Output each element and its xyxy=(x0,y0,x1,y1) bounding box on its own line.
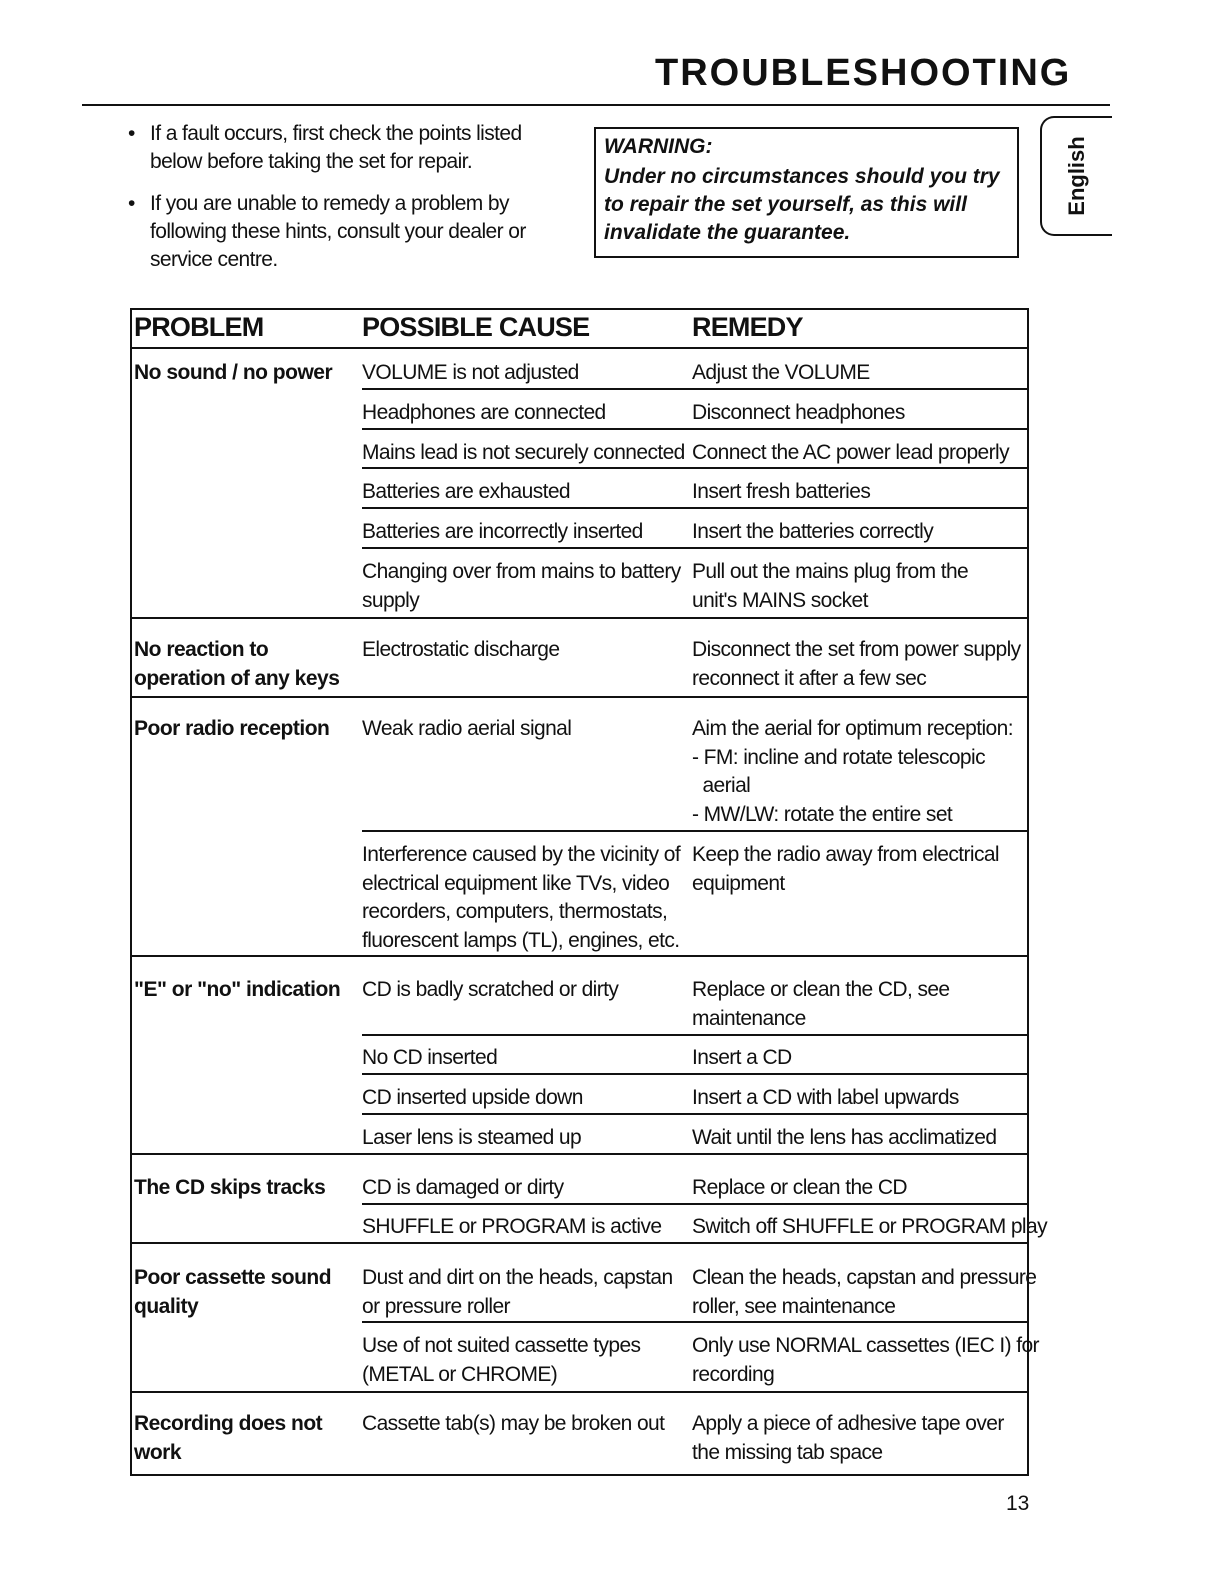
group-divider xyxy=(132,347,1027,349)
problem-cell-line: quality xyxy=(134,1294,199,1318)
cause-cell-line: No CD inserted xyxy=(362,1046,498,1069)
problem-cell xyxy=(134,1264,331,1321)
warning-box xyxy=(594,127,1019,258)
warning-text xyxy=(604,163,1009,247)
intro-bullet xyxy=(128,120,548,176)
problem-cell-line: Recording does not xyxy=(134,1412,323,1435)
row-divider xyxy=(362,1321,1027,1323)
remedy-cell xyxy=(692,399,905,428)
row-divider xyxy=(362,428,1027,430)
group-divider xyxy=(132,1391,1027,1393)
header-remedy: REMEDY xyxy=(692,312,803,342)
cause-cell-line: Dust and dirt on the heads, capstan xyxy=(362,1266,673,1289)
remedy-cell-line: maintenance xyxy=(692,1006,806,1030)
row-divider xyxy=(362,830,1027,832)
cause-cell-line: CD is damaged or dirty xyxy=(362,1176,564,1199)
page-number: 13 xyxy=(1006,1492,1030,1515)
remedy-cell-line: Insert the batteries correctly xyxy=(692,520,934,543)
remedy-cell xyxy=(692,841,999,898)
problem-cell-line: No reaction to xyxy=(134,638,269,661)
remedy-cell-line: - FM: incline and rotate telescopic xyxy=(692,745,985,769)
cause-cell xyxy=(362,399,606,428)
group-divider xyxy=(132,617,1027,619)
problem-cell-line: The CD skips tracks xyxy=(134,1176,326,1199)
remedy-cell xyxy=(692,715,1013,829)
remedy-cell-line: Disconnect headphones xyxy=(692,401,905,424)
remedy-cell-line: - MW/LW: rotate the entire set xyxy=(692,802,953,826)
cause-cell xyxy=(362,359,579,388)
remedy-cell-line: Switch off SHUFFLE or PROGRAM play xyxy=(692,1215,1047,1238)
problem-cell-line: Poor cassette sound xyxy=(134,1266,332,1289)
remedy-cell xyxy=(692,636,1021,693)
remedy-cell xyxy=(692,1174,907,1203)
remedy-cell xyxy=(692,1044,792,1073)
intro-line: following these hints, consult your dealer or xyxy=(150,220,526,243)
remedy-cell-line: Only use NORMAL cassettes (IEC I) for xyxy=(692,1334,1039,1357)
remedy-cell-line: Replace or clean the CD xyxy=(692,1176,907,1199)
problem-cell xyxy=(134,636,339,693)
header-problem: PROBLEM xyxy=(134,312,264,342)
header-cause: POSSIBLE CAUSE xyxy=(362,312,590,342)
remedy-cell xyxy=(692,558,968,615)
cause-cell-line: Laser lens is steamed up xyxy=(362,1126,582,1149)
row-divider xyxy=(362,388,1027,390)
row-divider xyxy=(362,507,1027,509)
troubleshooting-table xyxy=(130,308,1047,1476)
group-divider xyxy=(132,1242,1027,1244)
group-divider xyxy=(132,955,1027,957)
cause-cell xyxy=(362,1410,664,1439)
page-title: TROUBLESHOOTING xyxy=(655,52,1072,94)
cause-cell-line: recorders, computers, thermostats, xyxy=(362,900,668,923)
language-tab xyxy=(1040,116,1112,236)
cause-cell-line: Use of not suited cassette types xyxy=(362,1334,641,1357)
remedy-cell xyxy=(692,976,950,1033)
remedy-cell-line: the missing tab space xyxy=(692,1440,883,1464)
remedy-cell-line: unit's MAINS socket xyxy=(692,588,868,612)
remedy-cell-line: Apply a piece of adhesive tape over xyxy=(692,1412,1004,1435)
remedy-cell-line: Insert fresh batteries xyxy=(692,480,871,503)
cause-cell xyxy=(362,1332,640,1389)
cause-cell-line: Cassette tab(s) may be broken out xyxy=(362,1412,665,1435)
group-divider xyxy=(132,1153,1027,1155)
cause-cell-line: Batteries are exhausted xyxy=(362,480,571,503)
warning-line: to repair the set yourself, as this will xyxy=(604,193,967,216)
problem-cell-line: Poor radio reception xyxy=(134,717,330,740)
problem-cell-line: No sound / no power xyxy=(134,361,333,384)
cause-cell xyxy=(362,1264,673,1321)
remedy-cell-line: recording xyxy=(692,1362,775,1386)
remedy-cell-line: Clean the heads, capstan and pressure xyxy=(692,1266,1037,1289)
cause-cell-line: (METAL or CHROME) xyxy=(362,1362,558,1386)
cause-cell-line: SHUFFLE or PROGRAM is active xyxy=(362,1215,662,1238)
remedy-cell-line: Aim the aerial for optimum reception: xyxy=(692,717,1013,740)
remedy-cell-line: Pull out the mains plug from the xyxy=(692,560,969,583)
cause-cell xyxy=(362,518,643,547)
intro-notes xyxy=(128,120,548,288)
cause-cell-line: Mains lead is not securely connected xyxy=(362,441,685,464)
cause-cell xyxy=(362,1044,497,1073)
cause-cell xyxy=(362,636,559,665)
remedy-cell-line: Keep the radio away from electrical xyxy=(692,843,999,866)
cause-cell-line: fluorescent lamps (TL), engines, etc. xyxy=(362,928,680,952)
title-rule xyxy=(82,104,1110,106)
remedy-cell xyxy=(692,518,933,547)
row-divider xyxy=(362,1073,1027,1075)
problem-cell-line: work xyxy=(134,1440,182,1464)
remedy-cell xyxy=(692,1410,1004,1467)
cause-cell-line: Headphones are connected xyxy=(362,401,606,424)
remedy-cell-line: equipment xyxy=(692,871,785,895)
warning-title: WARNING: xyxy=(604,135,713,158)
intro-bullet xyxy=(128,190,548,274)
cause-cell xyxy=(362,1084,583,1113)
row-divider xyxy=(362,1113,1027,1115)
warning-line: invalidate the guarantee. xyxy=(604,221,851,244)
language-tab-label: English xyxy=(1064,136,1089,216)
problem-cell-line: operation of any keys xyxy=(134,666,340,690)
intro-line: If you are unable to remedy a problem by xyxy=(150,192,509,215)
cause-cell-line: Electrostatic discharge xyxy=(362,638,560,661)
problem-cell xyxy=(134,359,332,388)
remedy-cell-line: Disconnect the set from power supply xyxy=(692,638,1021,661)
bullet-dot: • xyxy=(128,192,135,215)
remedy-cell-line: Insert a CD xyxy=(692,1046,792,1069)
row-divider xyxy=(362,1203,1027,1205)
remedy-cell xyxy=(692,359,870,388)
problem-cell xyxy=(134,1174,325,1203)
row-divider xyxy=(362,1034,1027,1036)
cause-cell-line: CD inserted upside down xyxy=(362,1086,583,1109)
problem-cell xyxy=(134,976,340,1005)
cause-cell-line: Batteries are incorrectly inserted xyxy=(362,520,643,543)
remedy-cell-line: aerial xyxy=(692,774,751,797)
cause-cell-line: or pressure roller xyxy=(362,1294,510,1318)
remedy-cell-line: roller, see maintenance xyxy=(692,1294,896,1318)
cause-cell xyxy=(362,558,681,615)
remedy-cell-line: Connect the AC power lead properly xyxy=(692,441,1009,464)
cause-cell xyxy=(362,1174,564,1203)
remedy-cell xyxy=(692,1213,1047,1242)
intro-line: If a fault occurs, first check the points listed xyxy=(150,122,522,145)
intro-line: service centre. xyxy=(150,248,278,271)
row-divider xyxy=(362,467,1027,469)
remedy-cell xyxy=(692,1124,996,1153)
warning-line: Under no circumstances should you try xyxy=(604,165,1000,188)
remedy-cell xyxy=(692,439,1009,468)
cause-cell-line: supply xyxy=(362,588,420,612)
remedy-cell-line: Adjust the VOLUME xyxy=(692,361,870,384)
cause-cell xyxy=(362,841,680,955)
cause-cell xyxy=(362,976,618,1005)
cause-cell-line: CD is badly scratched or dirty xyxy=(362,978,619,1001)
group-divider xyxy=(132,696,1027,698)
remedy-cell-line: reconnect it after a few sec xyxy=(692,666,927,690)
cause-cell xyxy=(362,1213,661,1242)
bullet-dot: • xyxy=(128,122,135,145)
remedy-cell xyxy=(692,1084,959,1113)
remedy-cell-line: Replace or clean the CD, see xyxy=(692,978,950,1001)
cause-cell-line: VOLUME is not adjusted xyxy=(362,361,579,384)
cause-cell xyxy=(362,715,571,744)
problem-cell xyxy=(134,715,329,744)
cause-cell xyxy=(362,439,685,468)
problem-cell-line: "E" or "no" indication xyxy=(134,978,341,1001)
remedy-cell-line: Wait until the lens has acclimatized xyxy=(692,1126,997,1149)
problem-cell xyxy=(134,1410,322,1467)
cause-cell-line: Weak radio aerial signal xyxy=(362,717,572,740)
cause-cell-line: Changing over from mains to battery xyxy=(362,560,681,583)
cause-cell-line: Interference caused by the vicinity of xyxy=(362,843,681,866)
cause-cell-line: electrical equipment like TVs, video xyxy=(362,871,670,895)
intro-line: below before taking the set for repair. xyxy=(150,150,473,173)
remedy-cell xyxy=(692,1264,1036,1321)
remedy-cell xyxy=(692,1332,1039,1389)
remedy-cell xyxy=(692,478,870,507)
row-divider xyxy=(362,547,1027,549)
cause-cell xyxy=(362,1124,581,1153)
cause-cell xyxy=(362,478,570,507)
remedy-cell-line: Insert a CD with label upwards xyxy=(692,1086,959,1109)
